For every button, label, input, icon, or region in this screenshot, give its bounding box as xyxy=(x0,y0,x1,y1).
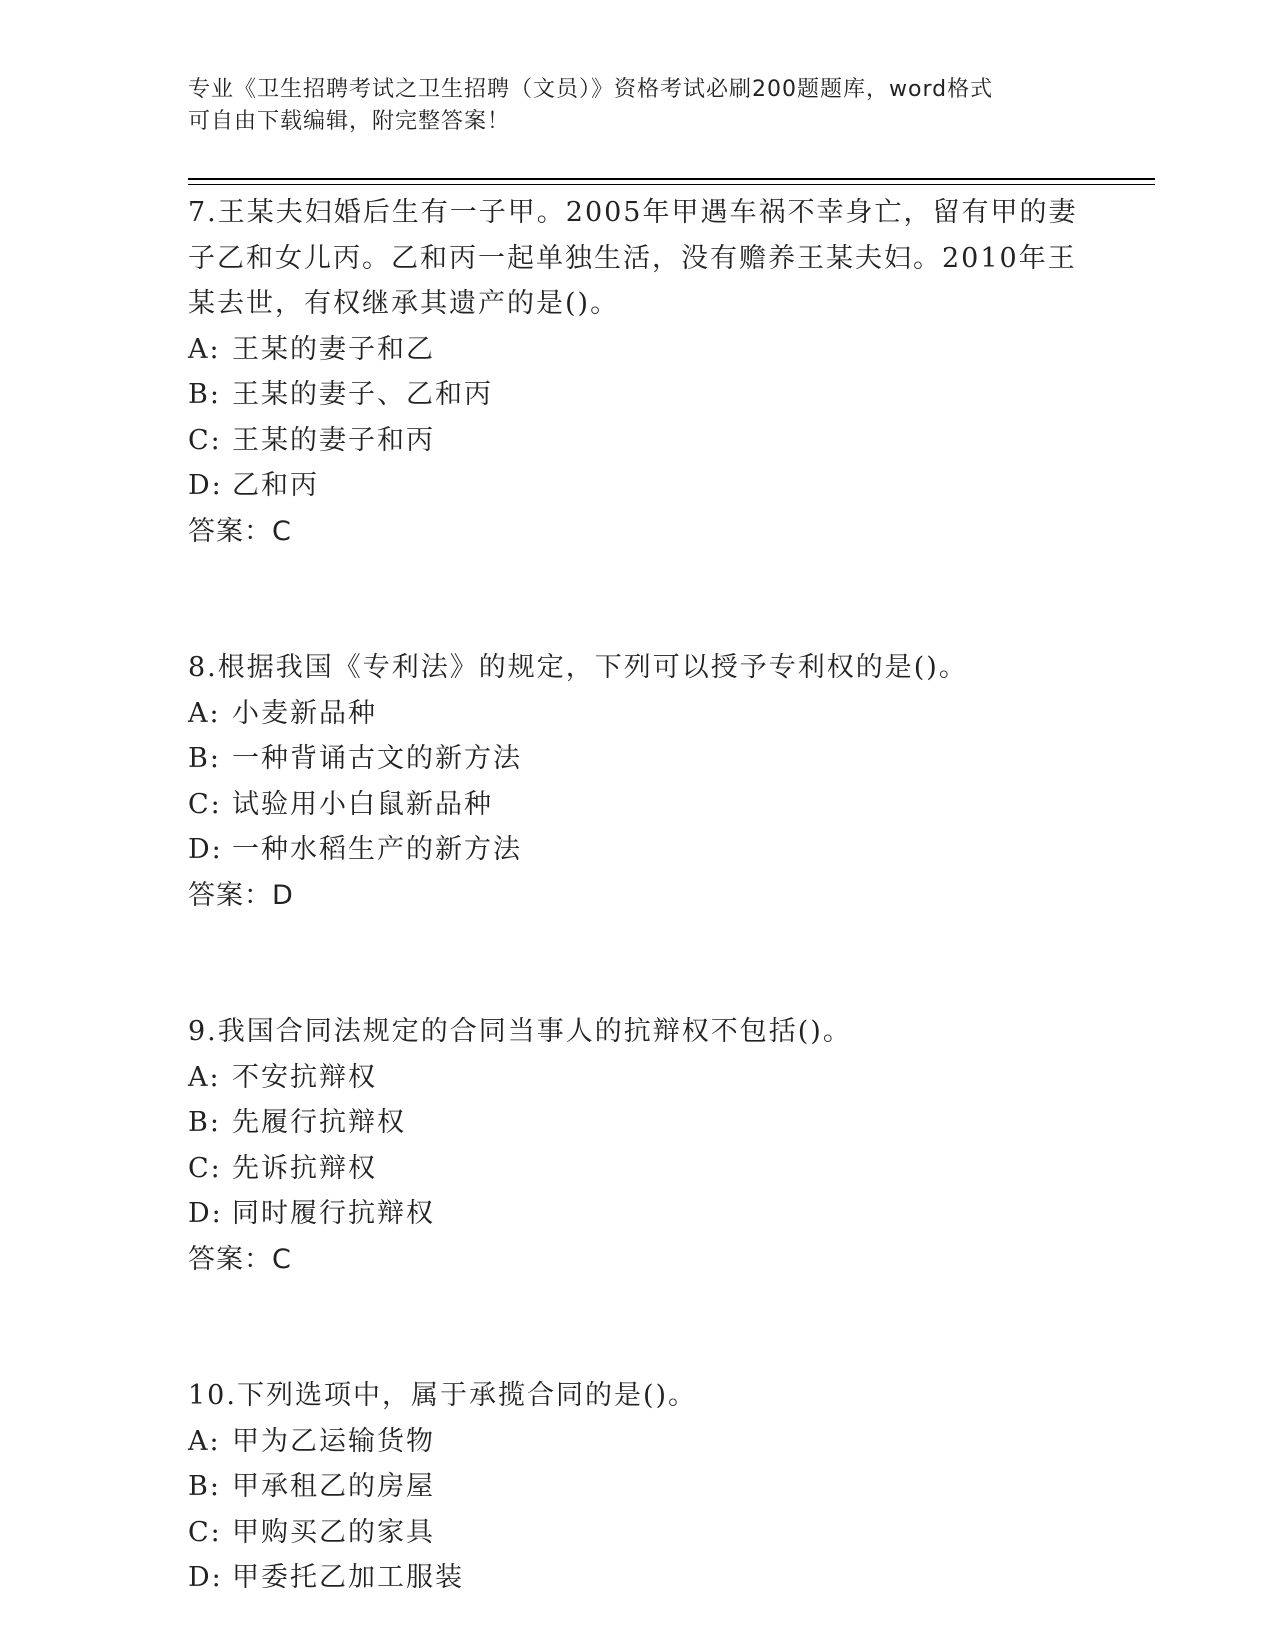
option-text: 试验用小白鼠新品种 xyxy=(232,788,493,820)
option-key: D: xyxy=(188,1562,223,1593)
option-a xyxy=(188,1055,1088,1101)
option-key: B: xyxy=(188,743,221,774)
question-stem-line: 某去世，有权继承其遗产的是()。 xyxy=(188,288,620,319)
option-text: 乙和丙 xyxy=(232,470,319,501)
question-8 xyxy=(188,645,1088,918)
option-text: 先履行抗辩权 xyxy=(232,1107,406,1138)
option-d xyxy=(188,1555,1088,1601)
option-text: 一种背诵古文的新方法 xyxy=(232,743,522,774)
option-key: C: xyxy=(188,788,222,820)
option-b xyxy=(188,1464,1088,1510)
option-b xyxy=(188,372,1088,418)
option-a xyxy=(188,327,1088,373)
header-divider-thin xyxy=(188,184,1155,185)
option-c xyxy=(188,1146,1088,1192)
question-stem-line: 8.根据我国《专利法》的规定，下列可以授予专利权的是()。 xyxy=(188,652,968,683)
option-key: B: xyxy=(188,1107,221,1138)
header-line-1: 专业《卫生招聘考试之卫生招聘（文员）》资格考试必刷200题题库，word格式 xyxy=(188,77,994,102)
option-a xyxy=(188,691,1088,737)
option-key: C: xyxy=(188,424,222,456)
option-text: 王某的妻子和乙 xyxy=(232,333,435,365)
question-7 xyxy=(188,190,1088,554)
option-d xyxy=(188,827,1088,873)
question-stem-line: 10.下列选项中，属于承揽合同的是()。 xyxy=(188,1380,698,1411)
option-b xyxy=(188,1100,1088,1146)
answer-line: 答案：C xyxy=(188,515,292,547)
option-key: B: xyxy=(188,1471,221,1502)
header-divider-thick xyxy=(188,178,1155,180)
option-key: D: xyxy=(188,834,223,865)
question-9 xyxy=(188,1009,1088,1282)
answer-line: 答案：D xyxy=(188,879,294,911)
question-list xyxy=(188,190,1088,1601)
option-c xyxy=(188,782,1088,828)
answer-line: 答案：C xyxy=(188,1243,292,1275)
option-text: 王某的妻子、乙和丙 xyxy=(232,379,493,410)
option-a xyxy=(188,1419,1088,1465)
option-d xyxy=(188,1191,1088,1237)
option-text: 甲购买乙的家具 xyxy=(232,1516,435,1548)
option-key: A: xyxy=(188,1425,221,1457)
option-text: 不安抗辩权 xyxy=(232,1061,377,1093)
option-c xyxy=(188,1510,1088,1556)
question-spacer xyxy=(188,918,1088,1009)
document-header xyxy=(188,74,1088,138)
option-d xyxy=(188,463,1088,509)
option-text: 同时履行抗辩权 xyxy=(232,1198,435,1229)
option-b xyxy=(188,736,1088,782)
option-text: 先诉抗辩权 xyxy=(232,1152,377,1184)
option-key: C: xyxy=(188,1152,222,1184)
question-spacer xyxy=(188,554,1088,645)
question-stem-line: 子乙和女儿丙。乙和丙一起单独生活，没有赡养王某夫妇。2010年王 xyxy=(188,242,1077,274)
option-text: 一种水稻生产的新方法 xyxy=(232,834,522,865)
question-stem-line: 9.我国合同法规定的合同当事人的抗辩权不包括()。 xyxy=(188,1016,852,1047)
question-10 xyxy=(188,1373,1088,1601)
option-text: 王某的妻子和丙 xyxy=(232,424,435,456)
option-text: 小麦新品种 xyxy=(232,697,377,729)
option-key: D: xyxy=(188,1198,223,1229)
option-key: B: xyxy=(188,379,221,410)
option-key: A: xyxy=(188,333,221,365)
option-c xyxy=(188,418,1088,464)
question-stem-line: 7.王某夫妇婚后生有一子甲。2005年甲遇车祸不幸身亡，留有甲的妻 xyxy=(188,197,1078,228)
option-key: A: xyxy=(188,1061,221,1093)
question-spacer xyxy=(188,1282,1088,1373)
option-key: C: xyxy=(188,1516,222,1548)
option-text: 甲为乙运输货物 xyxy=(232,1425,435,1457)
option-text: 甲承租乙的房屋 xyxy=(232,1471,435,1502)
header-line-2: 可自由下载编辑，附完整答案！ xyxy=(188,109,511,134)
option-text: 甲委托乙加工服装 xyxy=(232,1562,464,1593)
option-key: A: xyxy=(188,697,221,729)
option-key: D: xyxy=(188,470,223,501)
